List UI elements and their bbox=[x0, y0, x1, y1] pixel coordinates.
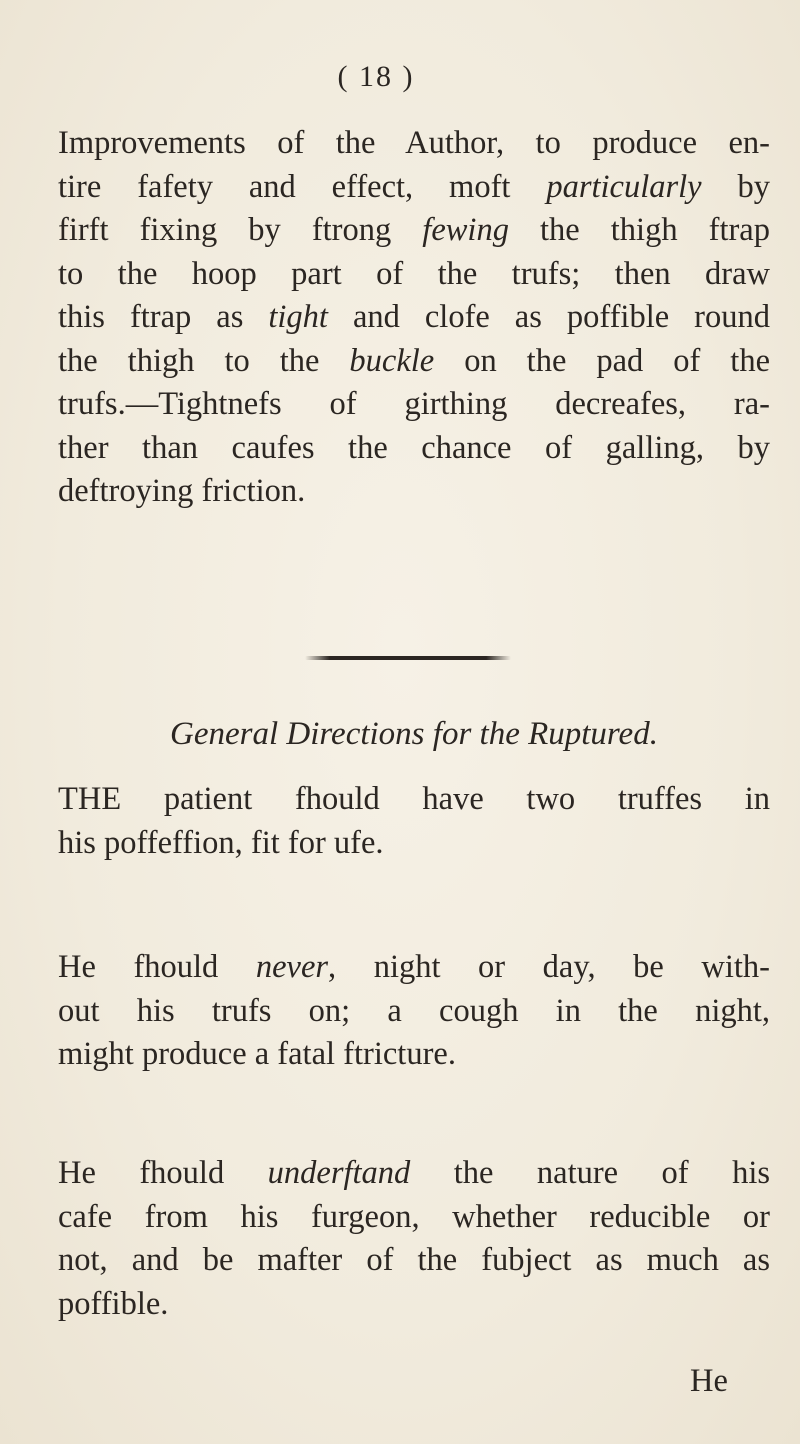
italic-emphasis: underftand bbox=[267, 1155, 411, 1191]
catchword: He bbox=[690, 1363, 728, 1399]
paragraph-two-trusses bbox=[58, 778, 770, 865]
text-line: out his trufs on; a cough in the night, bbox=[58, 992, 770, 1029]
text-line: deftroying friction. bbox=[58, 473, 306, 509]
paragraph-author-improvements bbox=[58, 122, 770, 514]
text-line: not, and be mafter of the fubject as much as bbox=[58, 1242, 770, 1278]
text-line: this ftrap as tight and clofe as poffible round bbox=[58, 299, 770, 335]
text-line: trufs.—Tightnefs of girthing decreafes, ra- bbox=[58, 386, 770, 422]
section-heading: General Directions for the Ruptured. bbox=[170, 716, 658, 752]
text-line: tire fafety and effect, moft particularly by bbox=[58, 168, 770, 205]
text-line: Improvements of the Author, to produce en- bbox=[58, 125, 770, 161]
paragraph-never-without-truss bbox=[58, 946, 770, 1077]
text-line: might produce a fatal ftricture. bbox=[58, 1036, 456, 1072]
italic-emphasis: tight bbox=[268, 299, 328, 335]
text-line: to the hoop part of the trufs; then draw bbox=[58, 255, 770, 292]
text-line: He fhould never, night or day, be with- bbox=[58, 949, 770, 985]
page-number: ( 18 ) bbox=[337, 60, 415, 93]
section-divider bbox=[305, 656, 511, 660]
italic-emphasis: buckle bbox=[349, 342, 435, 379]
text-line: cafe from his furgeon, whether reducible or bbox=[58, 1198, 770, 1235]
text-line: poffible. bbox=[58, 1285, 169, 1322]
text-line: the thigh to the buckle on the pad of the bbox=[58, 342, 770, 379]
italic-emphasis: particularly bbox=[546, 168, 702, 205]
text-line: ther than caufes the chance of galling, by bbox=[58, 429, 770, 466]
text-line: THE patient fhould have two truffes in bbox=[58, 781, 770, 817]
paragraph-understand-case bbox=[58, 1152, 770, 1326]
text-line: He fhould underftand the nature of his bbox=[58, 1155, 770, 1191]
text-line: firft fixing by ftrong fewing the thigh ftrap bbox=[58, 212, 770, 248]
text-line: his poffeffion, fit for ufe. bbox=[58, 824, 384, 861]
italic-emphasis: fewing bbox=[422, 212, 509, 248]
italic-emphasis: never bbox=[255, 949, 329, 985]
